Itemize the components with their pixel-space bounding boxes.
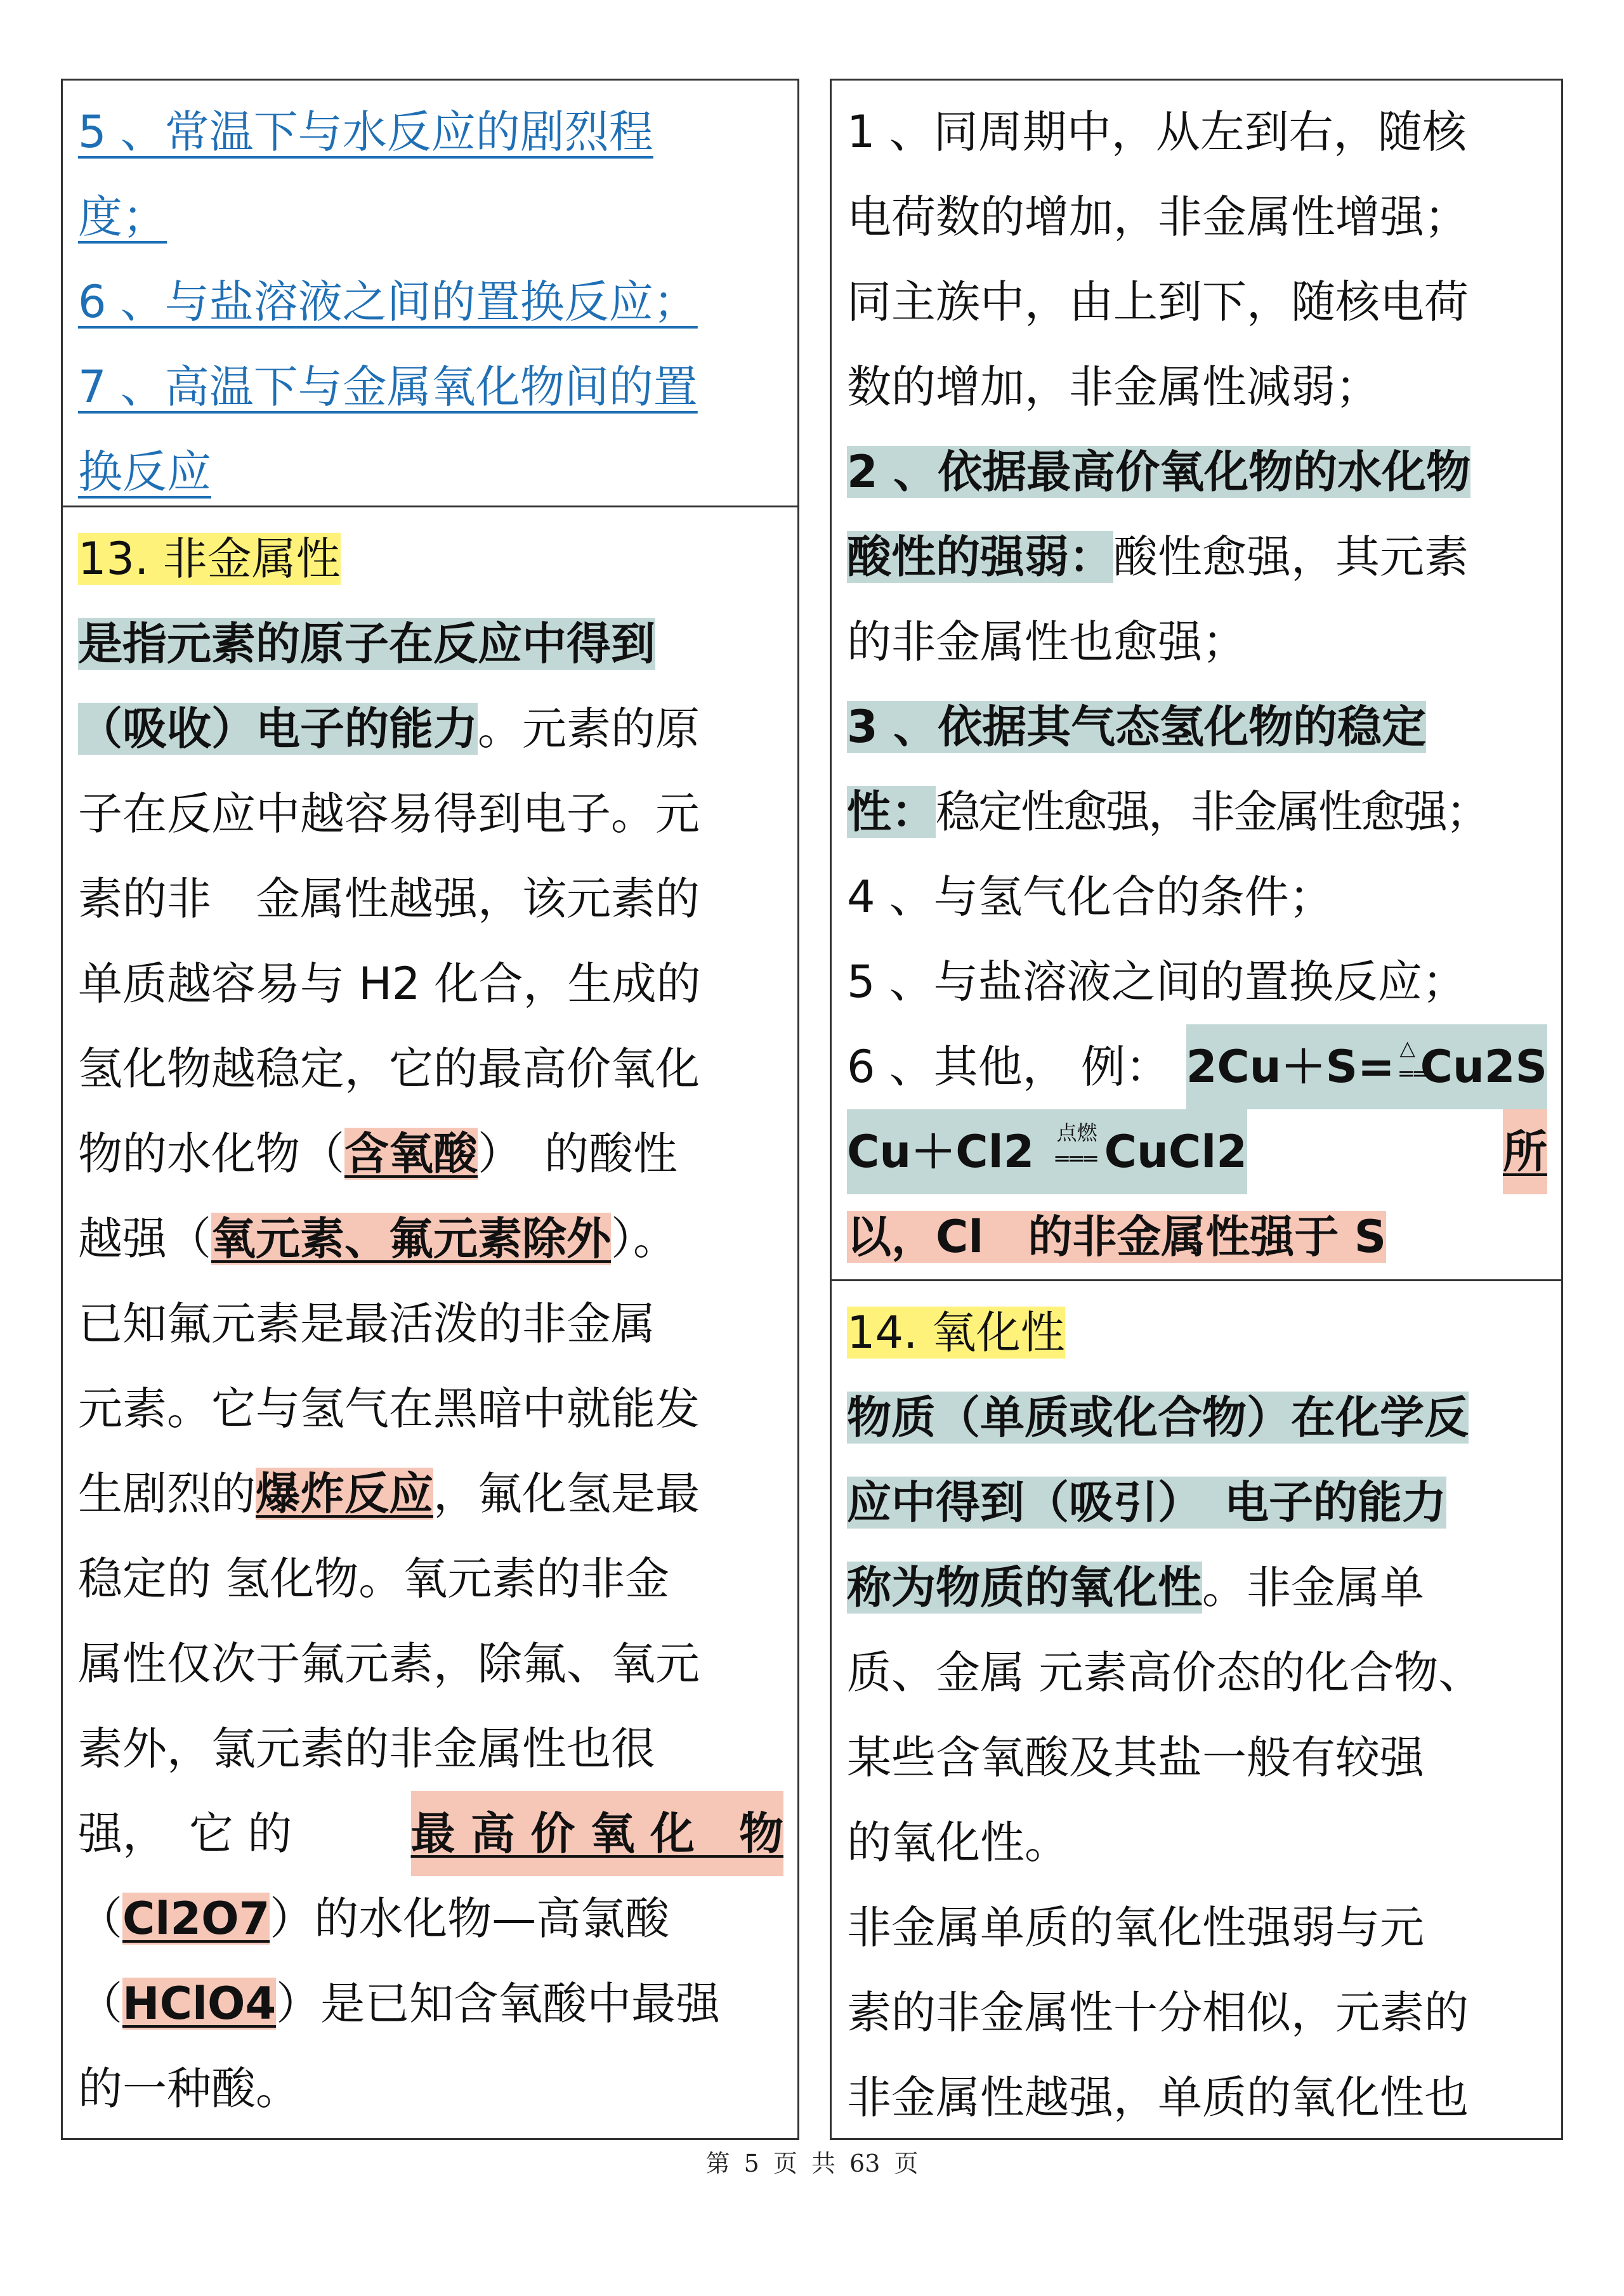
right-section-14-cell (830, 1279, 1563, 2140)
definition-line: 物质（单质或化合物）在化学反 (847, 1392, 1469, 1444)
left-top-cell (61, 79, 799, 507)
link-text[interactable]: 度； (78, 191, 167, 243)
body-text: 属性仅次于氟元素，除氟、氧元 (78, 1638, 700, 1690)
equation-reactants: 2Cu＋S= (1186, 1041, 1395, 1093)
body-text: 非金属性越强，单质的氧化性也 (847, 2071, 1469, 2123)
body-text: 子在反应中越容易得到电子。元 (78, 788, 700, 840)
body-text: 。非金属单 (1202, 1562, 1424, 1614)
body-text: 非金属单质的氧化性强弱与元 (847, 1901, 1424, 1954)
body-text: 6 、其他， 例： (847, 1041, 1170, 1093)
criterion-heading: 2 、依据最高价氧化物的水化物 (847, 446, 1471, 498)
condition-mark (1050, 1120, 1104, 1174)
definition-line: 是指元素的原子在反应中得到 (78, 618, 655, 670)
right-top-cell (830, 79, 1563, 1281)
body-text: 酸性愈强，其元素 (1113, 531, 1469, 583)
formula-term: Cl2O7 (122, 1893, 270, 1945)
definition-line: （吸收）电子的能力 (78, 703, 478, 755)
body-text: 数的增加，非金属性减弱； (847, 361, 1380, 413)
body-text: 单质越容易与 H2 化合，生成的 (78, 958, 701, 1010)
link-text[interactable]: 5 、常温下与水反应的剧烈程 (78, 106, 653, 158)
condition-mark (1395, 1035, 1429, 1089)
link-text[interactable]: 7 、高温下与金属氧化物间的置 (78, 361, 698, 413)
equation-products: CuCl2 (1104, 1126, 1247, 1178)
condition-text: △ (1399, 1035, 1415, 1060)
section-14-heading: 14. 氧化性 (847, 1307, 1065, 1359)
page-grid (61, 79, 1563, 2140)
body-text: 越强（ (78, 1213, 211, 1265)
body-text: ） 的酸性 (478, 1128, 678, 1180)
body-text: 的氧化性。 (847, 1817, 1069, 1869)
list-item[interactable] (78, 429, 783, 514)
body-text: 某些含氧酸及其盐一般有较强 (847, 1732, 1424, 1784)
key-term: 最 高 价 氧 化 物 (411, 1791, 783, 1876)
equation (847, 1109, 1247, 1194)
body-text: 5 、与盐溶液之间的置换反应； (847, 956, 1467, 1008)
page-footer: 第 5 页 共 63 页 (705, 2149, 919, 2177)
body-text: ）。 (611, 1213, 678, 1265)
equation-reactants: Cu＋Cl2 (847, 1126, 1050, 1178)
body-text: 氢化物越稳定，它的最高价氧化 (78, 1043, 700, 1095)
definition-line: 应中得到（吸引） 电子的能力 (847, 1477, 1446, 1529)
body-text: 4 、与氢气化合的条件； (847, 871, 1333, 923)
criterion-heading: 酸性的强弱： (847, 531, 1113, 583)
list-item[interactable] (78, 259, 783, 344)
body-text: 强， 它 的 (78, 1808, 292, 1860)
body-text: 的非金属性也愈强； (847, 616, 1247, 668)
criterion-heading: 性： (847, 786, 936, 838)
body-text: 的一种酸。 (78, 2063, 300, 2115)
condition-text: 点燃 (1056, 1120, 1097, 1145)
link-text[interactable]: 换反应 (78, 446, 211, 498)
body-text: （ (78, 1978, 122, 2030)
conclusion-text: 所 (1503, 1109, 1547, 1194)
key-term: 爆炸反应 (256, 1468, 433, 1520)
left-section-13-cell (61, 506, 799, 2140)
body-text: 元素。它与氢气在黑暗中就能发 (78, 1383, 700, 1435)
key-term: 氧元素、氟元素除外 (211, 1213, 611, 1265)
body-text: ）是已知含氧酸中最强 (276, 1978, 721, 2030)
body-text: 稳定的 氢化物。氧元素的非金 (78, 1553, 670, 1605)
body-text: 生剧烈的 (78, 1468, 256, 1520)
body-text: 已知氟元素是最活泼的非金属 (78, 1298, 655, 1350)
body-text: 物的水化物（ (78, 1128, 344, 1180)
body-text: 电荷数的增加，非金属性增强； (847, 191, 1469, 243)
equals-mark: ══ (1399, 1061, 1429, 1087)
key-term: 含氧酸 (344, 1128, 478, 1180)
section-13-heading: 13. 非金属性 (78, 533, 341, 585)
body-text: 素的非金属性十分相似，元素的 (847, 1986, 1469, 2038)
equation (1186, 1024, 1547, 1109)
body-text: 稳定性愈强，非金属性愈强； (936, 786, 1488, 838)
body-text: 1 、同周期中，从左到右，随核 (847, 106, 1467, 158)
list-item[interactable] (78, 344, 783, 429)
criterion-heading: 3 、依据其气态氢化物的稳定 (847, 701, 1427, 753)
formula-term: HClO4 (122, 1978, 277, 2030)
equals-mark: ═══ (1055, 1146, 1099, 1172)
definition-line: 称为物质的氧化性 (847, 1562, 1202, 1614)
body-text: 同主族中，由上到下，随核电荷 (847, 276, 1469, 328)
body-text: 素外，氯元素的非金属性也很 (78, 1723, 655, 1775)
body-text: 素的非 金属性越强，该元素的 (78, 873, 700, 925)
list-item[interactable] (78, 89, 783, 174)
conclusion-text: 以，Cl 的非金属性强于 S (847, 1211, 1387, 1263)
body-text: 。元素的原 (478, 703, 700, 755)
body-text: 质、金属 元素高价态的化合物、 (847, 1647, 1483, 1699)
body-text: （ (78, 1893, 122, 1945)
link-text[interactable]: 6 、与盐溶液之间的置换反应； (78, 276, 698, 328)
body-text: ，氟化氢是最 (433, 1468, 700, 1520)
body-text: ）的水化物—高氯酸 (270, 1893, 670, 1945)
equation-products: Cu2S (1420, 1041, 1547, 1093)
list-item[interactable] (78, 174, 783, 259)
